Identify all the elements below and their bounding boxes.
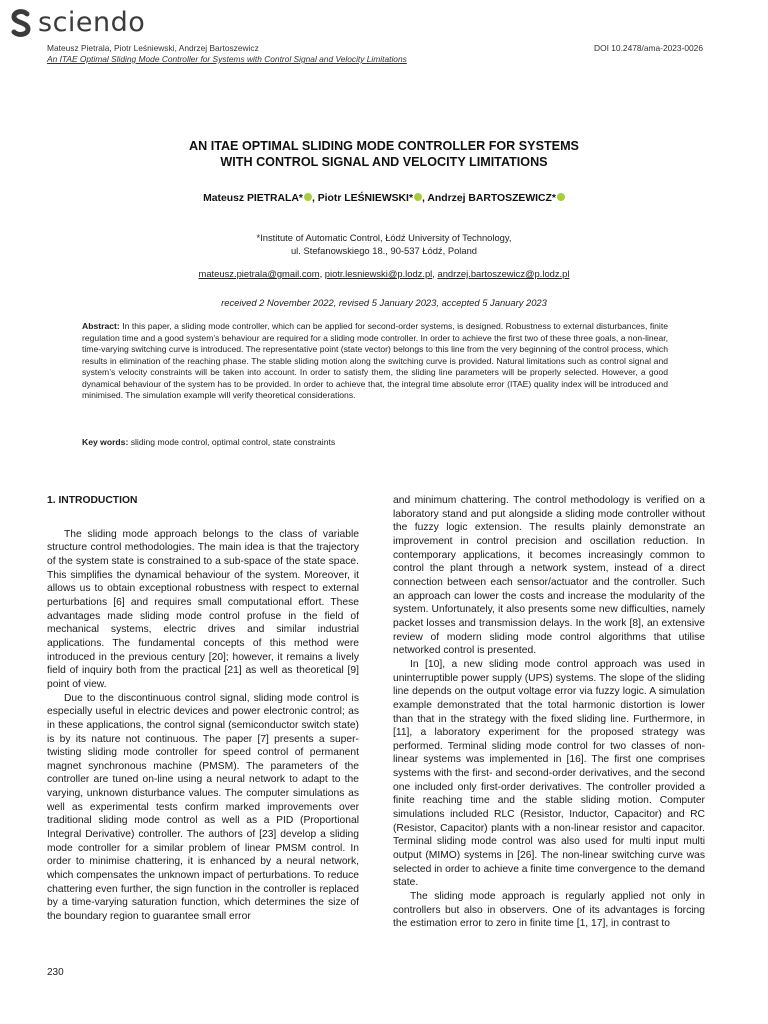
sciendo-s-icon [10,9,32,37]
keywords-label: Key words: [82,437,129,447]
email-separator: , [432,268,438,279]
keywords-text: sliding mode control, optimal control, state constraints [128,437,336,447]
right-column [393,494,705,931]
orcid-icon[interactable] [557,193,565,201]
paper-title-line-1: AN ITAE OPTIMAL SLIDING MODE CONTROLLER FOR SYSTEMS [189,139,579,153]
body-paragraph: The sliding mode approach belongs to the class of variable structure control methodologies. The main idea is that the trajectory of the system state is constrained to a sub-space of the state space. This simplifies the dynamical behaviour of the system. Moreover, it allows us to obtain exceptional robustness with respect to external perturbations [6] and requires small computational effort. These advantages made sliding mode control profuse in the field of mechanical systems, electric drives and similar industrial applications. The fundamental concepts of this method were introduced in the previous century [20]; however, it remains a lively field of inquiry both from the practical [21] as well as theoretical [9] point of view. [47,528,359,690]
body-paragraph: and minimum chattering. The control methodology is verified on a laboratory stand and put alongside a sliding mode controller without the fuzzy logic extension. The results plainly demonstrate an improvement in control precision and oscillation reduction. In contemporary applications, it becomes increasingly common to control the plant through a network system, instead of a direct connection between each sensor/actuator and the controller. Such an approach can lower the costs and increase the modularity of the system. Unfortunately, it also presents some new difficulties, namely packet losses and transmission delays. In the work [8], an extensive review of modern sliding mode control algorithms that utilise networked control is presented. [393,495,705,657]
keywords [82,437,668,447]
author-emails [40,268,728,279]
orcid-icon[interactable] [304,193,312,201]
affiliation-line-2: ul. Stefanowskiego 18., 90-537 Łódź, Poland [290,245,478,256]
sciendo-logo [10,8,145,38]
email-link[interactable]: mateusz.pietrala@gmail.com [198,268,320,279]
author-list [40,193,728,204]
abstract [82,321,668,402]
page-number: 230 [47,967,64,978]
author-name: Mateusz PIETRALA* [203,193,303,204]
running-header-authors: Mateusz Pietrala, Piotr Leśniewski, Andrzej Bartoszewicz [47,43,259,53]
body-paragraph: Due to the discontinuous control signal, sliding mode control is especially useful in electric devices and power electronic control; as in these applications, the control signal (semiconductor switch state) is by its nature not continuous. The paper [7] presents a super-twisting sliding mode controller for speed control of permanent magnet synchronous machine (PMSM). The parameters of the controller are tuned on-line using a neural network to adapt to the varying, unknown disturbance values. The computer simulations as well as experimental tests confirm marked improvements over traditional sliding mode control as well as a PID (Proportional Integral Derivative) controller. The authors of [23] develop a sliding mode controller for a similar problem of linear PMSM control. In order to minimise chattering, it is enhanced by a neural network, which compensates the unknown impact of perturbations. To reduce chattering even further, the sign function in the controller is replaced by a time-varying saturation function, which determines the size of the boundary region to guarantee small error [47,692,359,923]
received-dates: received 2 November 2022, revised 5 January 2023, accepted 5 January 2023 [221,297,547,308]
body-paragraph: In [10], a new sliding mode control approach was used in uninterruptible power supply (UPS) systems. The slope of the sliding line depends on the output voltage error via fuzzy logic. A simulation example demonstrated that the total harmonic distortion is lower than that in the strategy with the fixed sliding line. Furthermore, in [11], a laboratory experiment for the proposed strategy was performed. Terminal sliding mode control for two classes of non-linear systems was implemented in [16]. The first one comprises systems with the first- and second-order derivatives, and the second one included only first-order derivatives. The controller provided a finite reaching time and the stable sliding motion. Computer simulations included RLC (Resistor, Inductor, Capacitor) and RC (Resistor, Capacitor) plants with a non-linear resistor and capacitor. Terminal sliding mode control was also used for multi input multi output (MIMO) systems in [26]. The non-linear switching curve was selected in order to achieve a finite time convergence to the demand state. [393,658,705,889]
left-column [47,494,359,924]
body-paragraph: The sliding mode approach is regularly applied not only in controllers but also in observers. One of its advantages is forcing the estimation error to zero in finite time [1, 17], in contrast to [393,891,705,930]
paper-title [40,138,728,170]
email-link[interactable]: piotr.lesniewski@p.lodz.pl [324,268,433,279]
author-name: Piotr LEŚNIEWSKI* [317,193,413,204]
email-link[interactable]: andrzej.bartoszewicz@p.lodz.pl [437,268,570,279]
author-separator: , [422,193,428,204]
affiliation-line-1: *Institute of Automatic Control, Łódź University of Technology, [256,232,512,243]
paper-title-line-2: WITH CONTROL SIGNAL AND VELOCITY LIMITATIONS [220,155,548,169]
abstract-text: In this paper, a sliding mode controller, which can be applied for second-order systems, is designed. Robustness to external disturbances, finite regulation time and a good system’s behaviour are required for a sliding mode controller. In order to achieve the first two of these three goals, a non-linear, time-varying switching curve is introduced. The representative point (state vector) belongs to this line from the very beginning of the control process, which results in elimination of the reaching phase. The stable sliding motion along the switching curve is provided. Natural limitations such as control signal and system’s velocity constraints will be taken into account. In order to satisfy them, the sliding line parameters will be properly selected. However, a good dynamical behaviour of the system has to be provided. In order to achieve that, the integral time absolute error (ITAE) quality index will be introduced and minimised. The simulation example will verify theoretical considerations. [82,321,668,400]
running-header-title[interactable]: An ITAE Optimal Sliding Mode Controller for Systems with Control Signal and Velocity Limitations [47,54,407,64]
doi-label: DOI 10.2478/ama-2023-0026 [594,43,703,53]
section-heading: 1. INTRODUCTION [47,495,138,506]
affiliation [40,231,728,257]
author-name: Andrzej BARTOSZEWICZ* [427,193,556,204]
orcid-icon[interactable] [414,193,422,201]
brand-name: sciendo [38,7,146,38]
author-separator: , [311,193,318,204]
abstract-label: Abstract: [82,321,120,331]
email-separator: , [319,268,325,279]
